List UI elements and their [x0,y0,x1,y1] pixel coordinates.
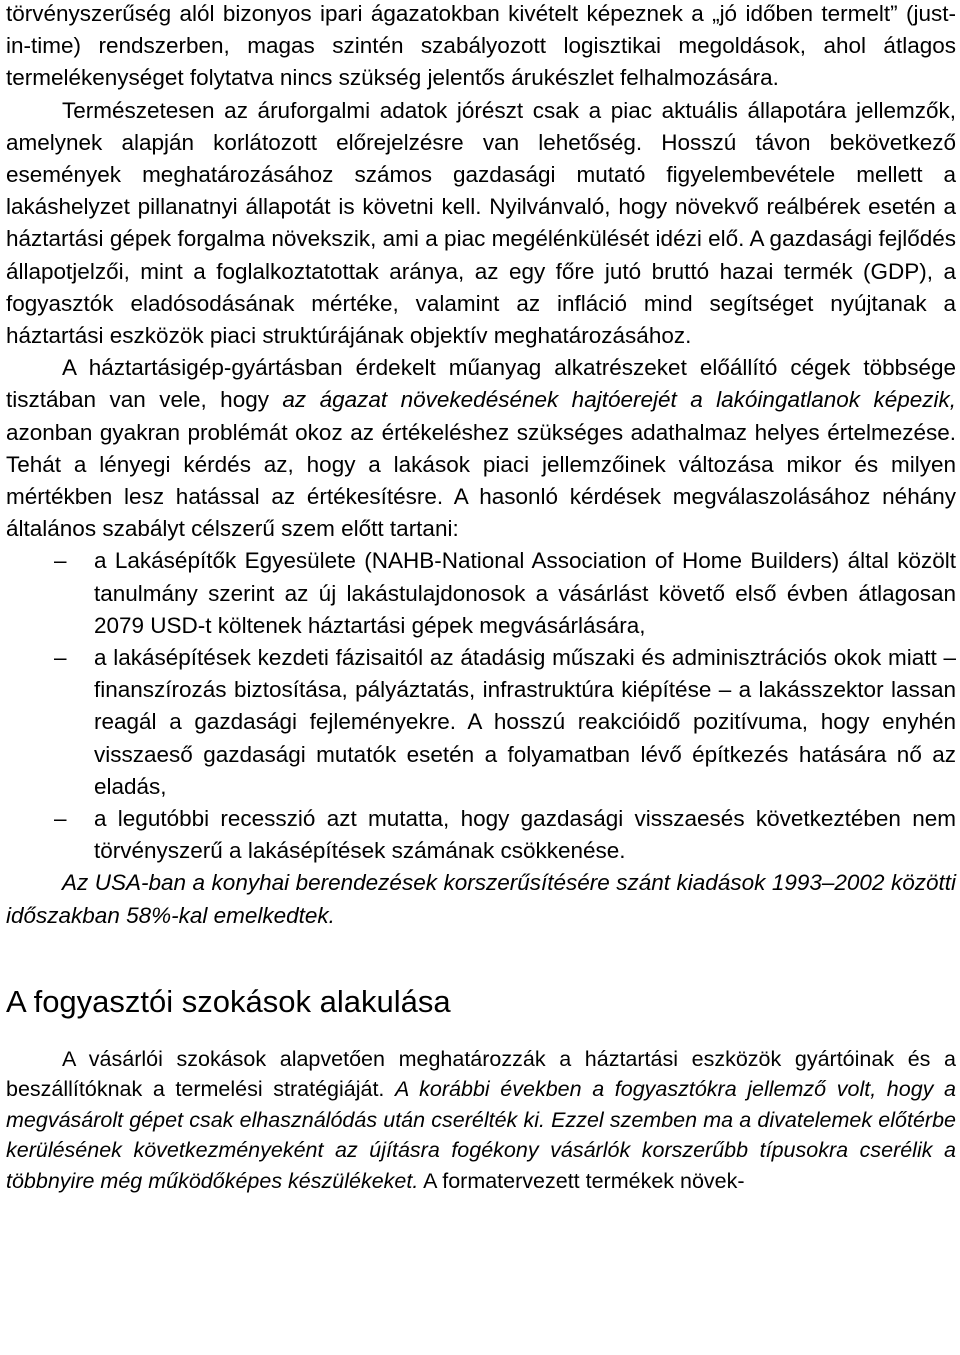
dash-bullet: – [54,645,67,671]
paragraph-plastics-end: azonban gyakran problémát okoz az értékeléshez szükséges adathalmaz helyes értelmezése. Tehát a lényegi kérdés az, hogy a lakások piaci jellemzőinek változása mikor és milyen mértékben lesz hatással az értékesítésre. A hasonló kérdések megválaszolásához néhány általános szabályt célszerű szem előtt tartani: [6,419,956,542]
rules-list [6,545,956,867]
consumer-habits-end: A formatervezett termékek növek- [418,1168,745,1193]
consumer-habits-emphasis: A korábbi években a fogyasztókra jellemző volt, hogy a megvásárolt gépet csak elhasználódás után cserélték ki. Ezzel szemben ma a divatelemek előtérbe kerülésének következményeként az újításra fogékony vásárlók korszerűbb típusokra cserélik a többnyire még működőképes készülékeket. [6,1077,956,1193]
paragraph-plastics-start: A háztartásigép-gyártásban érdekelt műanyag alkatrészeket előállító cégek többsége tisztában van vele, hogy [6,355,956,413]
paragraph-consumer-habits [6,1044,956,1197]
list-item-text: a lakásépítések kezdeti fázisaitól az átadásig műszaki és adminisztrációs okok miatt – finanszírozás biztosítása, pályáztatás, infrastruktúra kiépítése – a lakásszektor lassan reagál a gazdasági fejleményekre. A hosszú reakcióidő pozitívuma, hogy enyhén visszaeső gazdasági mutatók esetén a folyamatban lévő építkezés hatására nő az eladás, [94,645,956,799]
paragraph-market-data: Természetesen az áruforgalmi adatok jórészt csak a piac aktuális állapotára jellemzők, amelynek alapján korlátozott előrejelzésre van lehetőség. Hosszú távon bekövetkező események meghatározásához számos gazdasági mutató figyelembevétele mellett a lakáshelyzet pillanatnyi állapotát is követni kell. Nyilvánvaló, hogy növekvő reálbérek esetén a háztartási gépek forgalma növekszik, ami a piac megélénkülését idézi elő. A gazdasági fejlődés állapotjelzői, mint a foglalkoztatottak aránya, az egy főre jutó bruttó hazai termék (GDP), a fogyasztók eladósodásának mértéke, valamint az infláció mind segítséget nyújtanak a háztartási eszközök piaci struktúrájának objektív meghatározásához. [6,97,956,349]
consumer-habits-start: A vásárlói szokások alapvetően meghatározzák a háztartási eszközök gyártóinak és a beszállítóknak a termelési stratégiáját. [6,1046,956,1102]
document-page [6,0,956,1196]
closing-statement: Az USA-ban a konyhai berendezések korszerűsítésére szánt kiadások 1993–2002 közötti időszakban 58%-kal emelkedtek. [6,870,956,928]
paragraph-plastics [6,352,956,545]
list-item-text: a Lakásépítők Egyesülete (NAHB-National Association of Home Builders) által közölt tanulmány szerint az új lakástulajdonosok a vásárlást követő első évben átlagosan 2079 USD-t költenek háztartási gépek megvásárlására, [94,548,956,638]
list-item [6,642,956,803]
paragraph-plastics-emphasis: az ágazat növekedésének hajtóerejét a lakóingatlanok képezik, [282,387,956,413]
list-item [6,545,956,642]
list-item-text: a legutóbbi recesszió azt mutatta, hogy gazdasági visszaesés következtében nem törvényszerű a lakásépítések számának csökkenése. [94,806,956,864]
dash-bullet: – [54,548,67,574]
section-heading: A fogyasztói szokások alakulása [6,983,451,1019]
dash-bullet: – [54,806,67,832]
list-item [6,803,956,867]
paragraph-intro: törvényszerűség alól bizonyos ipari ágazatokban kivételt képeznek a „jó időben termelt” (just-in-time) rendszerben, magas szintén szabályozott logisztikai megoldások, ahol átlagos termelékenységet folytatva nincs szükség jelentős árukészlet felhalmozására. [6,1,956,91]
